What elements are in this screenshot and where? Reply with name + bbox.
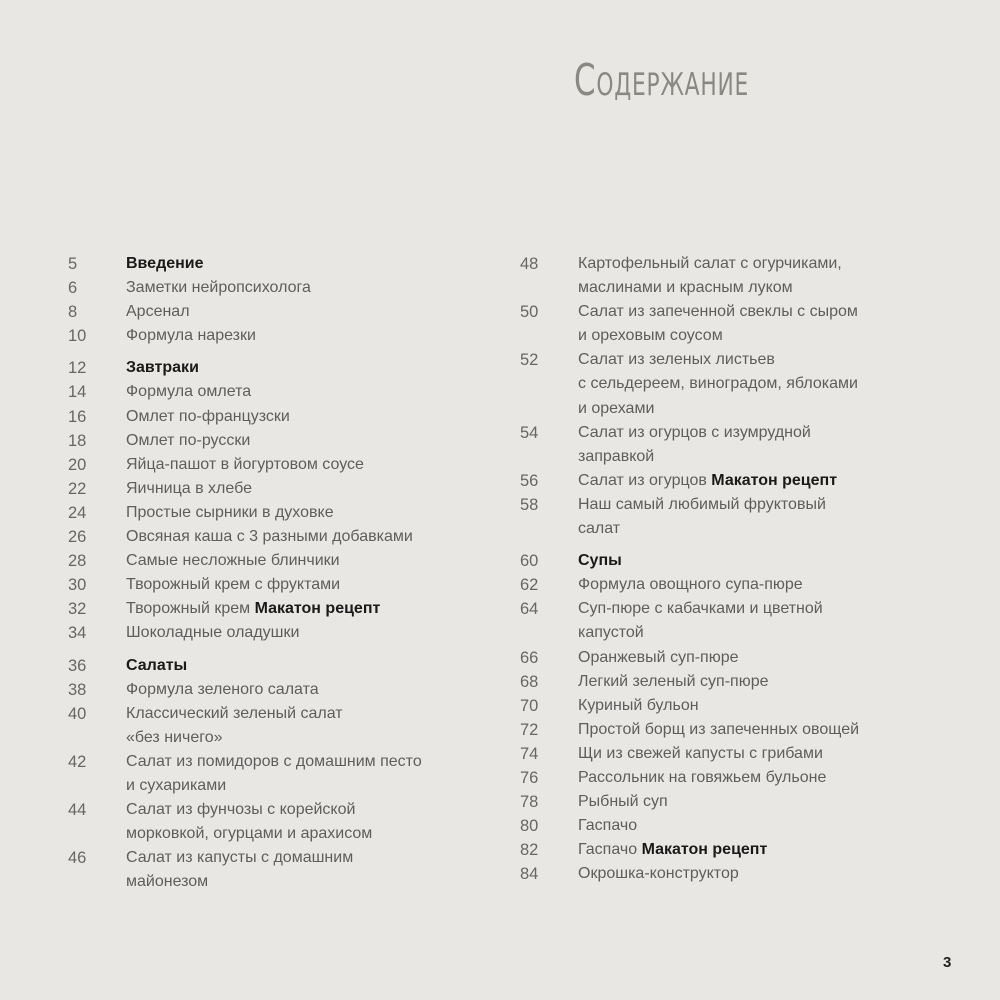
toc-entry-text: Простые сырники в духовке [126, 503, 334, 521]
toc-entry-text: майонезом [126, 873, 209, 891]
toc-page-number [520, 517, 578, 541]
toc-page-number: 38 [68, 680, 87, 699]
toc-page-number: 68 [520, 672, 539, 691]
toc-entry-text: Рыбный суп [578, 793, 668, 811]
toc-entry-title [578, 300, 960, 324]
toc-page-number: 44 [68, 801, 87, 820]
toc-entry[interactable] [68, 453, 508, 477]
toc-page-number: 66 [520, 648, 539, 667]
toc-page-number: 18 [68, 431, 87, 450]
toc-entry-title [578, 372, 960, 396]
toc-entry-text: Овсяная каша с 3 разными добавками [126, 528, 413, 546]
toc-section-heading[interactable] [68, 252, 508, 276]
toc-entry[interactable] [520, 621, 960, 645]
toc-entry-title [578, 790, 960, 814]
toc-entry[interactable] [68, 573, 508, 597]
toc-entry-text: Наш самый любимый фруктовый [578, 495, 826, 513]
toc-entry-title [578, 742, 960, 766]
toc-page-number: 8 [68, 303, 78, 322]
toc-section-heading[interactable] [68, 654, 508, 678]
toc-page-number: 60 [520, 552, 539, 571]
toc-entry[interactable] [520, 276, 960, 300]
toc-page-number: 54 [520, 423, 539, 442]
toc-page-number: 30 [68, 576, 87, 595]
toc-entry[interactable] [68, 300, 508, 324]
toc-entry-title [126, 380, 508, 404]
toc-entry-text: Формула омлета [126, 383, 252, 401]
toc-entry[interactable] [520, 469, 960, 493]
toc-entry-text: Яичница в хлебе [126, 479, 252, 497]
toc-entry-title [126, 573, 508, 597]
toc-section-heading[interactable] [68, 356, 508, 380]
toc-section-heading[interactable] [520, 549, 960, 573]
toc-entry-text: Формула нарезки [126, 327, 256, 345]
toc-entry-text: Творожный крем [126, 600, 251, 618]
toc-entry[interactable] [68, 276, 508, 300]
toc-page-number: 72 [520, 720, 539, 739]
toc-entry-title [578, 814, 960, 838]
toc-page-number: 78 [520, 793, 539, 812]
toc-entry-title [126, 405, 508, 429]
toc-entry[interactable] [68, 870, 508, 894]
toc-entry-title [578, 694, 960, 718]
toc-entry-title [126, 252, 508, 276]
toc-entry[interactable] [520, 421, 960, 445]
toc-entry[interactable] [68, 750, 508, 774]
toc-entry-text: Салаты [126, 656, 188, 674]
toc-entry-text: салат [578, 520, 621, 538]
toc-entry-title [578, 348, 960, 372]
toc-page-number: 48 [520, 255, 539, 273]
toc-page-number [520, 372, 578, 396]
toc-entry-text: Щи из свежей капусты с грибами [578, 744, 823, 762]
toc-entry[interactable] [520, 445, 960, 469]
toc-entry[interactable] [68, 324, 508, 348]
toc-entry[interactable] [520, 862, 960, 886]
toc-entry-title [578, 517, 960, 541]
toc-entry[interactable] [520, 517, 960, 541]
toc-entry-title [126, 654, 508, 678]
toc-entry[interactable] [520, 573, 960, 597]
toc-page-number: 76 [520, 768, 539, 787]
toc-entry-title [578, 397, 960, 421]
toc-entry[interactable] [68, 477, 508, 501]
toc-entry-text: Супы [578, 552, 622, 570]
toc-entry-text: Салат из помидоров с домашним песто [126, 752, 422, 770]
toc-entry-title [126, 429, 508, 453]
toc-page-number: 6 [68, 279, 78, 298]
toc-page-number: 16 [68, 407, 87, 426]
toc-page-number [520, 276, 578, 300]
toc-page-number: 26 [68, 528, 87, 547]
toc-entry-title [126, 822, 508, 846]
toc-entry[interactable] [520, 646, 960, 670]
toc-entry-text: Шоколадные оладушки [126, 624, 300, 642]
toc-entry-text: маслинами и красным луком [578, 279, 793, 297]
toc-column-right [520, 252, 960, 886]
toc-page-number: 58 [520, 495, 539, 514]
toc-page-number: 74 [520, 744, 539, 763]
toc-page-number: 84 [520, 865, 539, 884]
toc-entry-title [126, 549, 508, 573]
toc-page-number: 22 [68, 479, 87, 498]
toc-entry-title [126, 525, 508, 549]
toc-entry-text: Окрошка-конструктор [578, 865, 739, 883]
toc-entry-title [126, 702, 508, 726]
toc-entry-text: Формула зеленого салата [126, 680, 319, 698]
toc-entry-text: Легкий зеленый суп-пюре [578, 672, 769, 690]
toc-page-number: 80 [520, 817, 539, 836]
toc-column-left [68, 252, 508, 894]
toc-page-number: 32 [68, 600, 87, 619]
toc-entry-title [578, 421, 960, 445]
page-number: 3 [943, 954, 952, 971]
toc-entry[interactable] [520, 397, 960, 421]
toc-entry-title [126, 726, 508, 750]
toc-page-number [520, 445, 578, 469]
toc-page-number: 64 [520, 600, 539, 619]
toc-page-number: 34 [68, 624, 87, 643]
toc-entry-text: Суп-пюре с кабачками и цветной [578, 600, 823, 618]
toc-entry-title [126, 453, 508, 477]
toc-entry-text: Самые несложные блинчики [126, 552, 340, 570]
toc-entry-text: «без ничего» [126, 728, 223, 746]
toc-page-number: 28 [68, 552, 87, 571]
toc-entry[interactable] [68, 726, 508, 750]
toc-entry-text: Введение [126, 255, 204, 272]
toc-entry[interactable] [520, 597, 960, 621]
toc-entry-title [578, 646, 960, 670]
toc-page-number: 24 [68, 503, 87, 522]
toc-entry[interactable] [68, 822, 508, 846]
toc-entry-text: Рассольник на говяжьем бульоне [578, 768, 827, 786]
toc-page-number [68, 822, 126, 846]
toc-entry-title [126, 324, 508, 348]
toc-entry-title [126, 477, 508, 501]
toc-page-number: 70 [520, 696, 539, 715]
toc-entry-title [126, 750, 508, 774]
toc-page-number: 56 [520, 471, 539, 490]
toc-entry-title [578, 621, 960, 645]
toc-page-number: 10 [68, 327, 87, 346]
toc-page-number [68, 774, 126, 798]
toc-entry-text: Формула овощного супа-пюре [578, 576, 803, 594]
toc-entry-text: Салат из огурцов с изумрудной [578, 423, 811, 441]
toc-page-number [520, 324, 578, 348]
toc-entry-text: Куриный бульон [578, 696, 699, 714]
toc-entry-text: Гаспачо [578, 841, 638, 859]
toc-entry-title [578, 766, 960, 790]
toc-entry[interactable] [68, 405, 508, 429]
toc-entry-text: Заметки нейропсихолога [126, 279, 311, 297]
toc-entry[interactable] [68, 597, 508, 621]
toc-page-number: 46 [68, 849, 87, 868]
toc-entry-text: Салат из зеленых листьев [578, 351, 775, 369]
toc-entry-title [126, 276, 508, 300]
toc-entry-text: Яйца-пашот в йогуртовом соусе [126, 455, 364, 473]
toc-page-number: 5 [68, 255, 78, 273]
toc-page-number: 40 [68, 704, 87, 723]
page-title: Содержание [574, 55, 750, 106]
toc-entry-title [126, 356, 508, 380]
toc-entry[interactable] [68, 501, 508, 525]
toc-entry[interactable] [68, 429, 508, 453]
toc-entry[interactable] [68, 621, 508, 645]
toc-entry[interactable] [520, 694, 960, 718]
toc-page-number: 20 [68, 455, 87, 474]
toc-entry-title [126, 846, 508, 870]
toc-entry[interactable] [520, 814, 960, 838]
toc-entry-text: Омлет по-русски [126, 431, 251, 449]
toc-entry-text: морковкой, огурцами и арахисом [126, 825, 373, 843]
toc-entry[interactable] [520, 718, 960, 742]
toc-page-number: 36 [68, 656, 87, 675]
toc-entry-title [578, 469, 960, 493]
toc-entry-title [578, 276, 960, 300]
toc-entry-title [578, 573, 960, 597]
toc-page-number: 42 [68, 752, 87, 771]
toc-entry-text: и ореховым соусом [578, 327, 723, 345]
toc-entry-text: Арсенал [126, 303, 190, 321]
toc-entry[interactable] [520, 493, 960, 517]
toc-entry[interactable] [68, 678, 508, 702]
toc-entry-title [578, 718, 960, 742]
toc-entry[interactable] [68, 380, 508, 404]
toc-entry[interactable] [520, 766, 960, 790]
toc-entry[interactable] [520, 252, 960, 276]
toc-entry-title [126, 597, 508, 621]
toc-entry-text: Омлет по-французски [126, 407, 290, 425]
toc-entry-title [126, 774, 508, 798]
toc-entry-title [578, 597, 960, 621]
toc-entry-text: Оранжевый суп-пюре [578, 648, 739, 666]
toc-entry[interactable] [520, 348, 960, 372]
toc-entry[interactable] [68, 549, 508, 573]
toc-entry[interactable] [520, 372, 960, 396]
makaton-recipe-badge: Макатон рецепт [711, 471, 838, 489]
toc-page-number: 14 [68, 383, 87, 402]
toc-entry[interactable] [520, 790, 960, 814]
toc-entry[interactable] [68, 798, 508, 822]
toc-entry-text: Простой борщ из запеченных овощей [578, 720, 860, 738]
toc-entry-title [126, 678, 508, 702]
toc-page-number: 62 [520, 576, 539, 595]
toc-entry[interactable] [68, 525, 508, 549]
toc-entry[interactable] [520, 670, 960, 694]
toc-entry[interactable] [520, 324, 960, 348]
toc-entry-title [126, 870, 508, 894]
toc-entry-text: заправкой [578, 447, 655, 465]
toc-entry-text: Салат из огурцов [578, 471, 707, 489]
toc-entry-title [578, 252, 960, 276]
makaton-recipe-badge: Макатон рецепт [254, 600, 381, 618]
toc-entry[interactable] [68, 702, 508, 726]
toc-page-number [520, 397, 578, 421]
toc-page-number: 50 [520, 303, 539, 322]
toc-entry-text: Салат из капусты с домашним [126, 849, 354, 867]
toc-entry-title [578, 549, 960, 573]
toc-entry-title [578, 838, 960, 862]
toc-entry-text: и орехами [578, 399, 655, 417]
toc-entry-title [578, 670, 960, 694]
toc-entry-title [578, 324, 960, 348]
toc-entry[interactable] [68, 846, 508, 870]
toc-entry-text: Гаспачо [578, 817, 638, 835]
toc-page-number [68, 726, 126, 750]
toc-entry-text: Салат из запеченной свеклы с сыром [578, 303, 858, 321]
toc-entry-title [578, 445, 960, 469]
toc-entry-text: Классический зеленый салат [126, 704, 343, 722]
toc-entry-text: Творожный крем с фруктами [126, 576, 341, 594]
toc-entry-title [126, 501, 508, 525]
toc-entry-text: и сухариками [126, 776, 227, 794]
toc-entry-title [126, 798, 508, 822]
toc-entry-text: Салат из фунчозы с корейской [126, 801, 356, 819]
toc-entry-title [126, 300, 508, 324]
toc-entry-title [578, 493, 960, 517]
makaton-recipe-badge: Макатон рецепт [641, 841, 768, 859]
toc-page-number: 12 [68, 359, 87, 378]
toc-page-number: 82 [520, 841, 539, 860]
toc-entry-text: Картофельный салат с огурчиками, [578, 255, 842, 272]
toc-entry[interactable] [68, 774, 508, 798]
toc-page-number: 52 [520, 351, 539, 370]
toc-page-number [68, 870, 126, 894]
toc-entry-text: капустой [578, 624, 644, 642]
toc-entry-text: с сельдереем, виноградом, яблоками [578, 375, 858, 393]
toc-entry-title [126, 621, 508, 645]
toc-page-number [520, 621, 578, 645]
toc-entry-text: Завтраки [126, 359, 199, 377]
toc-entry[interactable] [520, 300, 960, 324]
toc-entry-title [578, 862, 960, 886]
toc-entry[interactable] [520, 742, 960, 766]
toc-entry[interactable] [520, 838, 960, 862]
